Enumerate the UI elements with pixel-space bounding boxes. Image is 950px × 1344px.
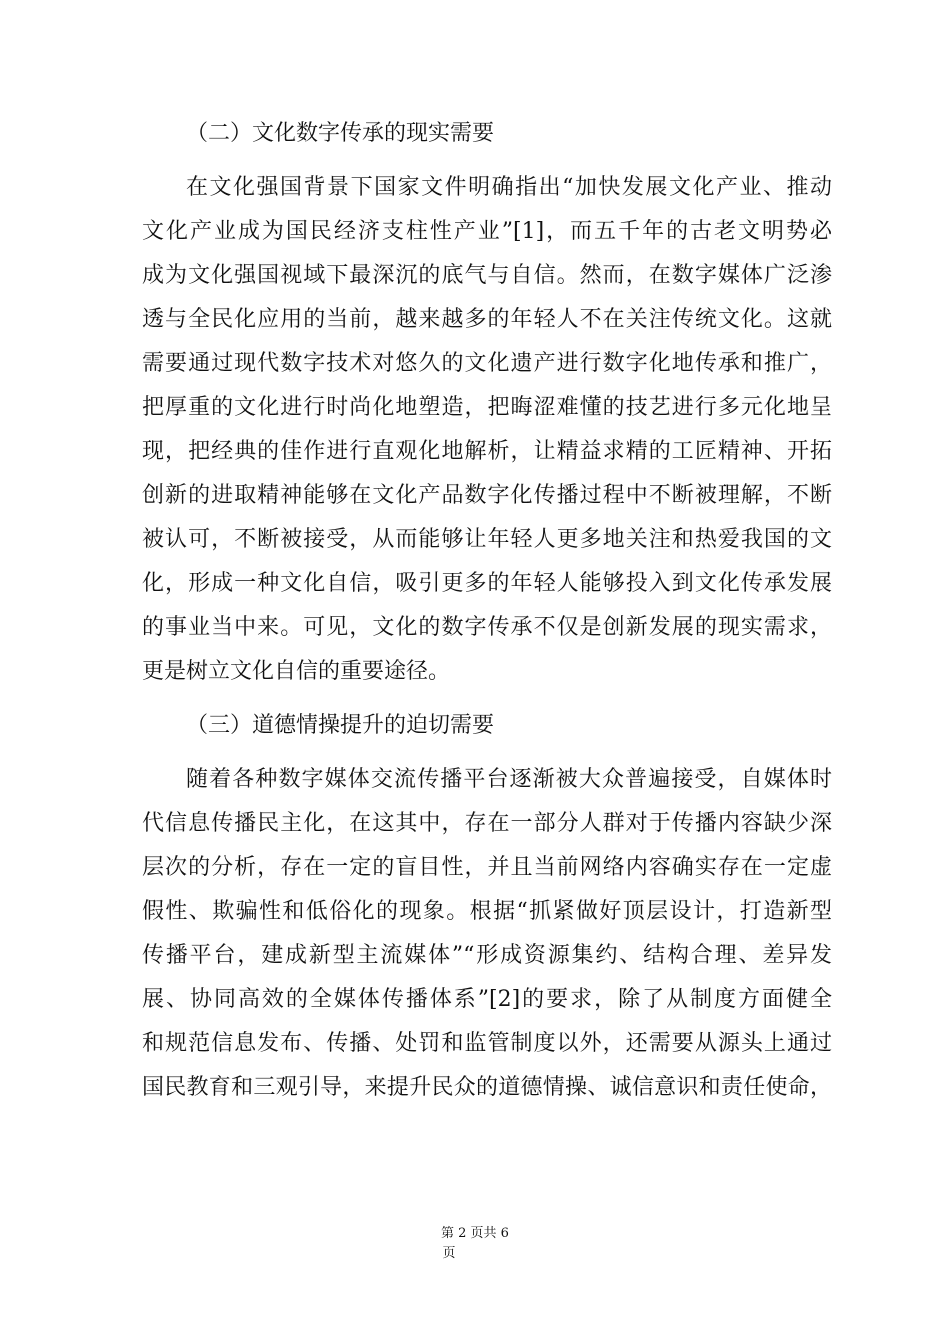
paragraph-line: 透与全民化应用的当前，越来越多的年轻人不在关注传统文化。这就: [142, 307, 832, 332]
paragraph-line: 展、协同高效的全媒体传播体系”[2]的要求，除了从制度方面健全: [142, 987, 832, 1012]
paragraph-line: 的事业当中来。可见，文化的数字传承不仅是创新发展的现实需求，: [142, 615, 832, 640]
paragraph-line: 创新的进取精神能够在文化产品数字化传播过程中不断被理解，不断: [142, 483, 832, 508]
page-footer: [0, 1224, 950, 1264]
paragraph-line: 需要通过现代数字技术对悠久的文化遗产进行数字化地传承和推广，: [142, 351, 832, 376]
section-heading-2: （二）文化数字传承的现实需要: [186, 121, 495, 146]
section-paragraph-3: [142, 758, 832, 1110]
paragraph-line: 化，形成一种文化自信，吸引更多的年轻人能够投入到文化传承发展: [142, 571, 832, 596]
paragraph-line: 被认可，不断被接受，从而能够让年轻人更多地关注和热爱我国的文: [142, 527, 832, 552]
document-body: [142, 114, 832, 1122]
section-heading-3: （三）道德情操提升的迫切需要: [186, 713, 495, 738]
paragraph-line: 国民教育和三观引导，来提升民众的道德情操、诚信意识和责任使命，: [142, 1075, 832, 1100]
paragraph-line: 文化产业成为国民经济支柱性产业”[1]，而五千年的古老文明势必: [142, 219, 832, 244]
paragraph-line: 更是树立文化自信的重要途径。: [142, 659, 451, 684]
paragraph-line: 成为文化强国视域下最深沉的底气与自信。然而，在数字媒体广泛渗: [142, 263, 832, 288]
paragraph-line: 和规范信息发布、传播、处罚和监管制度以外，还需要从源头上通过: [142, 1031, 832, 1056]
paragraph-line: 现，把经典的佳作进行直观化地解析，让精益求精的工匠精神、开拓: [142, 439, 832, 464]
page-number-line1: 第 2 页共 6: [441, 1226, 509, 1241]
paragraph-line: 假性、欺骗性和低俗化的现象。根据“抓紧做好顶层设计，打造新型: [142, 899, 832, 924]
paragraph-line: 传播平台，建成新型主流媒体”“形成资源集约、结构合理、差异发: [142, 943, 832, 968]
paragraph-line: 在文化强国背景下国家文件明确指出“加快发展文化产业、推动: [186, 175, 832, 200]
section-paragraph-2: [142, 166, 832, 694]
paragraph-line: 层次的分析，存在一定的盲目性，并且当前网络内容确实存在一定虚: [142, 855, 832, 880]
paragraph-line: 随着各种数字媒体交流传播平台逐渐被大众普遍接受，自媒体时: [186, 767, 832, 792]
paragraph-line: 代信息传播民主化，在这其中，存在一部分人群对于传播内容缺少深: [142, 811, 832, 836]
page-number-line2: 页: [442, 1246, 456, 1261]
paragraph-line: 把厚重的文化进行时尚化地塑造，把晦涩难懂的技艺进行多元化地呈: [142, 395, 832, 420]
